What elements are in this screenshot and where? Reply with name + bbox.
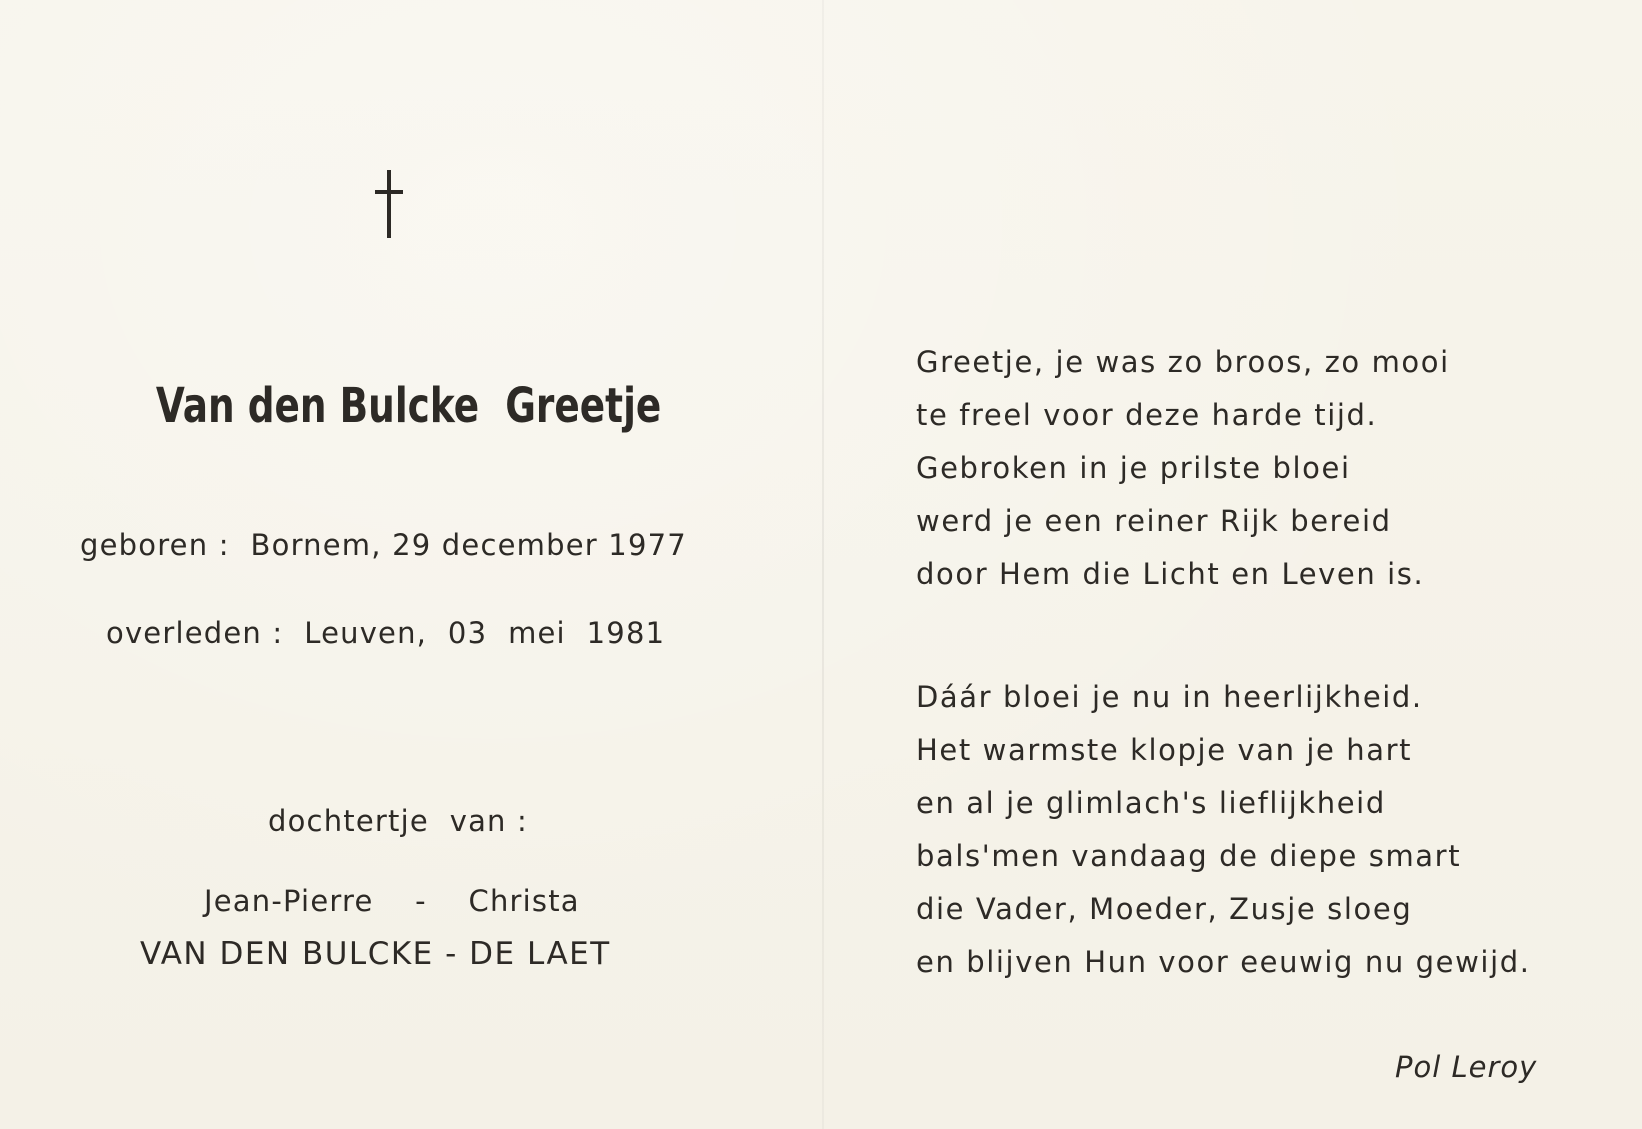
cross-horizontal-bar: [375, 190, 403, 194]
parents-family-names: VAN DEN BULCKE - DE LAET: [140, 936, 611, 972]
right-panel: [824, 0, 1642, 1129]
cross-vertical-bar: [387, 170, 391, 238]
poem-line: Het warmste klopje van je hart: [916, 733, 1413, 767]
poem-author: Pol Leroy: [1395, 1050, 1538, 1084]
poem-line: die Vader, Moeder, Zusje sloeg: [916, 892, 1413, 926]
birth-line: geboren : Bornem, 29 december 1977: [80, 528, 687, 562]
deceased-name: Van den Bulcke Greetje: [155, 378, 662, 434]
poem-line: werd je een reiner Rijk bereid: [916, 504, 1392, 538]
parents-first-names: Jean-Pierre - Christa: [204, 884, 580, 918]
poem-line: en al je glimlach's lieflijkheid: [916, 786, 1386, 820]
poem-line: te freel voor deze harde tijd.: [916, 398, 1378, 432]
poem-line: en blijven Hun voor eeuwig nu gewijd.: [916, 945, 1531, 979]
daughter-of-label: dochtertje van :: [268, 804, 529, 838]
death-line: overleden : Leuven, 03 mei 1981: [106, 616, 666, 650]
poem-line: door Hem die Licht en Leven is.: [916, 557, 1425, 591]
poem-line: Greetje, je was zo broos, zo mooi: [916, 345, 1450, 379]
poem-line: Gebroken in je prilste bloei: [916, 451, 1351, 485]
poem-line: Dáár bloei je nu in heerlijkheid.: [916, 680, 1423, 714]
poem-line: bals'men vandaag de diepe smart: [916, 839, 1462, 873]
cross-icon: [371, 170, 407, 240]
